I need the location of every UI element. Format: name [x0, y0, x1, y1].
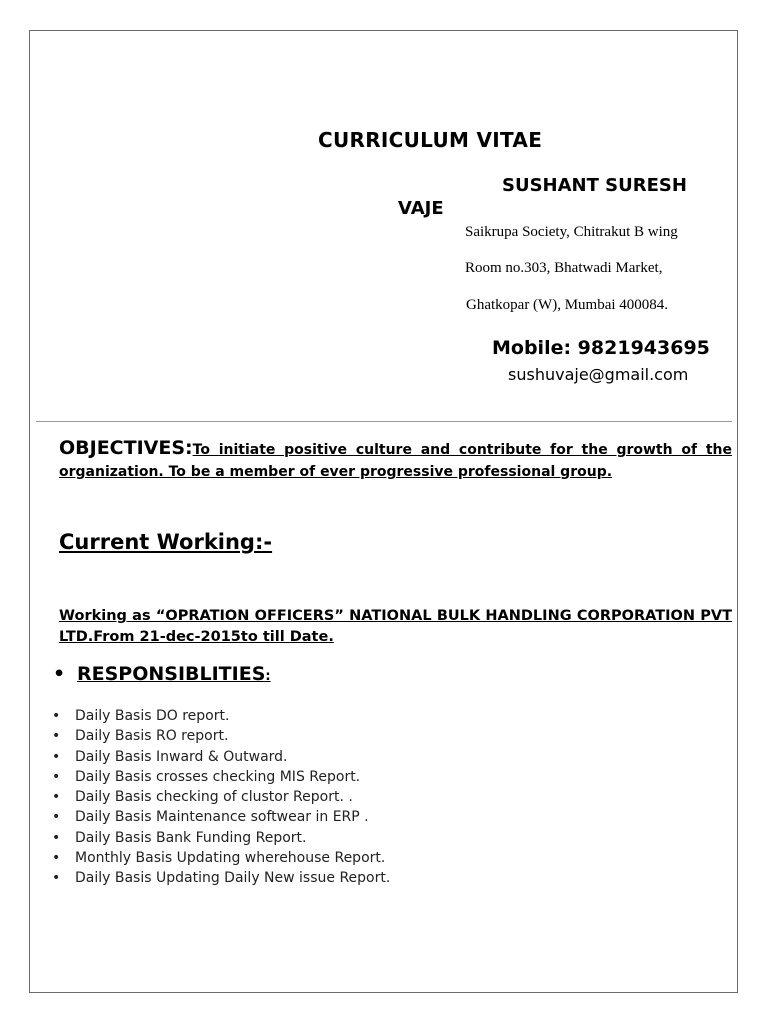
current-working-text: Working as “OPRATION OFFICERS” NATIONAL BULK HANDLING CORPORATION PVT LTD.From 21-dec-2015to till Date. [59, 608, 732, 645]
objectives-text: To initiate positive culture and contribute for the growth of the organization. To be a member of ever progressive professional group. [59, 442, 732, 480]
candidate-name-second-line: VAJE [398, 198, 444, 219]
address-line-1: Saikrupa Society, Chitrakut B wing [465, 224, 678, 240]
list-item: • Daily Basis DO report. [52, 706, 390, 726]
list-item: • Daily Basis checking of clustor Report. . [52, 787, 390, 807]
list-item: • Daily Basis RO report. [52, 726, 390, 746]
address-line-2: Room no.303, Bhatwadi Market, [465, 260, 663, 276]
bullet-icon: • [53, 663, 66, 685]
list-item: • Daily Basis crosses checking MIS Report. [52, 767, 390, 787]
section-divider [36, 421, 732, 422]
current-working-heading: Current Working:- [59, 530, 273, 554]
list-item: • Daily Basis Bank Funding Report. [52, 828, 390, 848]
email-address: sushuvaje@gmail.com [508, 365, 689, 384]
responsibilities-colon: : [265, 669, 271, 684]
document-title: CURRICULUM VITAE [318, 128, 543, 152]
list-item: • Daily Basis Inward & Outward. [52, 747, 390, 767]
list-item: • Monthly Basis Updating wherehouse Report. [52, 848, 390, 868]
mobile-number: Mobile: 9821943695 [492, 337, 710, 359]
address-line-3: Ghatkopar (W), Mumbai 400084. [466, 297, 669, 313]
objectives-label: OBJECTIVES: [59, 437, 193, 459]
list-item: • Daily Basis Maintenance softwear in ERP . [52, 807, 390, 827]
candidate-name-first-line: SUSHANT SURESH [502, 175, 687, 196]
responsibilities-label: RESPONSIBLITIES [77, 663, 266, 685]
responsibilities-list [52, 706, 390, 889]
list-item: • Daily Basis Updating Daily New issue Report. [52, 868, 390, 888]
responsibilities-heading [53, 663, 271, 685]
objectives-section [59, 437, 732, 483]
